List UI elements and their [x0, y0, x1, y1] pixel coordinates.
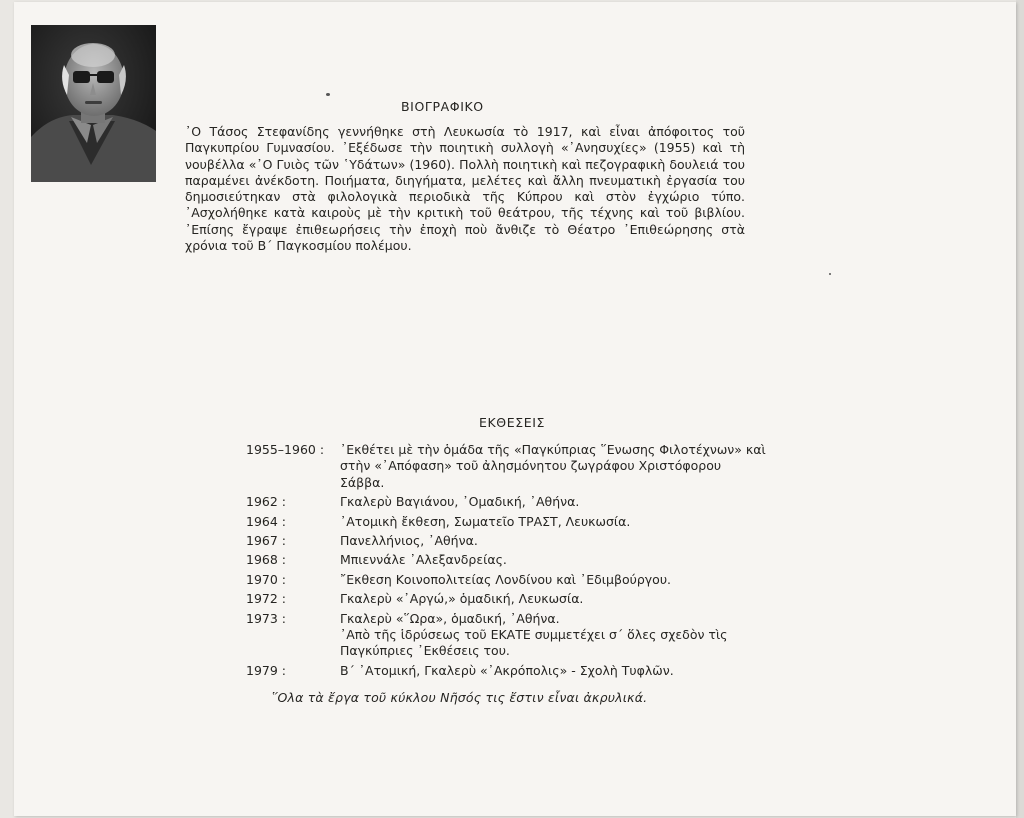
- exhibition-line: Παγκύπριες ᾽Εκθέσεις του.: [340, 643, 510, 659]
- exhibition-description: [340, 533, 780, 549]
- exhibition-line: Πανελλήνιος, ᾽Αθήνα.: [340, 533, 478, 549]
- exhibition-description: [340, 572, 780, 588]
- biography-title: ΒΙΟΓΡΑΦΙΚΟ: [401, 99, 484, 114]
- exhibition-year: 1979 :: [246, 662, 286, 678]
- exhibition-line: Β΄ ᾽Ατομική, Γκαλερὺ «᾽Ακρόπολις» - Σχολὴ Τυφλῶν.: [340, 662, 674, 678]
- exhibition-entry: [246, 442, 786, 491]
- exhibition-line: στὴν «᾽Απόφαση» τοῦ ἀλησμόνητου ζωγράφου Χριστόφορου: [340, 458, 722, 474]
- exhibition-entry: [246, 494, 786, 510]
- exhibition-line: ᾽Εκθέτει μὲ τὴν ὁμάδα τῆς «Παγκύπριας ῞Ενωσης Φιλοτέχνων» καὶ: [340, 442, 766, 457]
- ink-speck: [326, 93, 330, 96]
- exhibition-line: ῎Εκθεση Κοινοπολιτείας Λονδίνου καὶ ᾽Εδιμβούργου.: [340, 571, 672, 587]
- exhibition-description: [340, 552, 780, 568]
- exhibition-line: Γκαλερὺ Βαγιάνου, ᾽Ομαδική, ᾽Αθήνα.: [340, 494, 580, 510]
- exhibition-entry: [246, 552, 786, 568]
- exhibition-year: 1955–1960 :: [246, 442, 325, 457]
- exhibition-year: 1962 :: [246, 494, 286, 510]
- exhibition-year: 1968 :: [246, 552, 286, 568]
- exhibition-entry: [246, 663, 786, 679]
- exhibition-entry: [246, 591, 786, 607]
- exhibition-entry: [246, 611, 786, 660]
- exhibition-description: [340, 663, 780, 679]
- exhibition-line: Σάββα.: [340, 474, 385, 490]
- exhibition-year: 1972 :: [246, 591, 286, 607]
- exhibition-entry: [246, 514, 786, 530]
- exhibition-line: Γκαλερὺ «᾽Αργώ,» ὁμαδική, Λευκωσία.: [340, 591, 584, 607]
- exhibition-description: [340, 494, 780, 510]
- exhibition-year: 1964 :: [246, 513, 286, 529]
- exhibition-line: ᾽Ατομικὴ ἔκθεση, Σωματεῖο ΤΡΑΣΤ, Λευκωσία.: [340, 513, 631, 529]
- exhibition-year: 1970 :: [246, 571, 286, 587]
- page-edge: [1016, 0, 1024, 818]
- exhibitions-list: [246, 442, 786, 682]
- exhibition-description: [340, 514, 780, 530]
- exhibitions-title: ΕΚΘΕΣΕΙΣ: [479, 415, 546, 430]
- exhibition-description: [340, 591, 780, 607]
- exhibition-year: 1967 :: [246, 533, 286, 549]
- exhibition-line: Μπιεννάλε ᾽Αλεξανδρείας.: [340, 552, 507, 568]
- exhibition-entry: [246, 572, 786, 588]
- portrait-photo: [31, 25, 156, 182]
- exhibition-description: [340, 611, 780, 660]
- exhibition-description: [340, 442, 780, 491]
- exhibition-entry: [246, 533, 786, 549]
- exhibition-year: 1973 :: [246, 610, 286, 626]
- acrylic-note: ῞Ολα τὰ ἔργα τοῦ κύκλου Νῆσός τις ἔστιν εἶναι ἀκρυλικά.: [271, 690, 648, 705]
- portrait-icon: [31, 25, 156, 182]
- exhibition-line: Γκαλερὺ «῞Ωρα», ὁμαδική, ᾽Αθήνα.: [340, 610, 560, 626]
- ink-speck: [829, 273, 831, 275]
- biography-text: ᾽Ο Τάσος Στεφανίδης γεννήθηκε στὴ Λευκωσία τὸ 1917, καὶ εἶναι ἀπόφοιτος τοῦ Παγκυπρίου Γυμνασίου. ᾽Εξέδωσε τὴν ποιητικὴ συλλογὴ «᾽Ανησυχίες» (1955) καὶ τὴ νουβέλλα «᾽Ο Γυιὸς τῶν ῾Υδάτων» (1960). Πολλὴ ποιητικὴ καὶ πεζογραφικὴ δουλειά του παραμένει ἀνέκδοτη. Ποιήματα, διηγήματα, μελέτες καὶ ἄλλη πνευματικὴ ἐργασία του δημοσιεύτηκαν στὰ φιλολογικὰ περιοδικὰ τῆς Κύπρου καὶ στὸν ἐγχώριο τύπο. ᾽Ασχολήθηκε κατὰ καιροὺς μὲ τὴν κριτικὴ τοῦ θεάτρου, τῆς τέχνης καὶ τοῦ βιβλίου. ᾽Επίσης ἔγραψε ἐπιθεωρήσεις τὴν ἐποχὴ ποὺ ἄνθιζε τὸ Θέατρο ᾽Επιθεώρησης στὰ χρόνια τοῦ Β΄ Παγκοσμίου πολέμου.: [185, 124, 745, 254]
- exhibition-line: ᾽Απὸ τῆς ἱδρύσεως τοῦ ΕΚΑΤΕ συμμετέχει σ΄ ὅλες σχεδὸν τὶς: [340, 627, 728, 643]
